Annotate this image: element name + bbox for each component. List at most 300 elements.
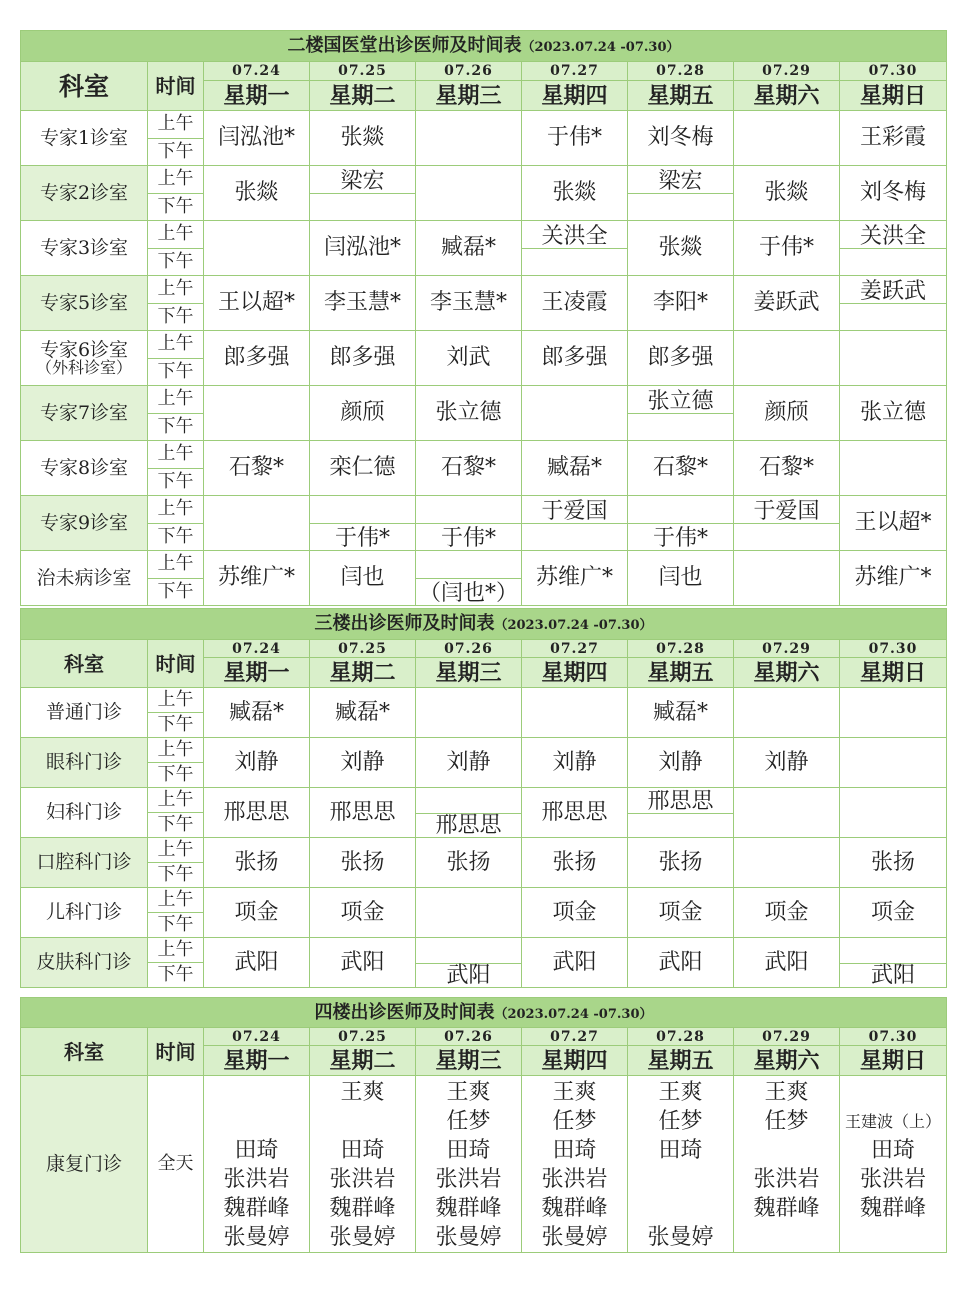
doctor-name-am: 于爱国: [522, 496, 627, 524]
doctor-name: 刘静: [446, 749, 491, 775]
doctor-cell: [840, 888, 947, 938]
doctor-cell: [310, 1076, 416, 1253]
doctor-cell: [840, 221, 947, 276]
department-cell: [21, 838, 148, 888]
doctor-cell: [416, 331, 522, 386]
doctor-cell: [416, 551, 522, 606]
doctor-cell: [734, 331, 840, 386]
doctor-name: 臧磊*: [546, 455, 602, 480]
doctor-cell: [734, 166, 840, 221]
am-label: 上午: [148, 551, 204, 579]
department-cell: [21, 166, 148, 221]
am-label: 上午: [148, 888, 204, 913]
pm-label: 下午: [148, 713, 204, 738]
date-header: 07.28: [628, 62, 734, 81]
doctor-name-pm: 于伟*: [440, 526, 496, 551]
department-name: 妇科门诊: [45, 801, 122, 823]
pm-label: 下午: [148, 763, 204, 788]
doctor-cell: [310, 551, 416, 606]
doctor-name: 刘静: [552, 749, 597, 775]
doctor-cell: [734, 276, 840, 331]
doctor-name-pm: 于伟*: [334, 526, 390, 551]
am-label: 上午: [148, 938, 204, 963]
department-cell: [21, 888, 148, 938]
doctor-name-pm: [628, 813, 733, 838]
weekday-header: 星期三: [416, 81, 522, 111]
am-label: 上午: [148, 276, 204, 304]
date-header: 07.24: [204, 62, 310, 81]
doctor-cell: [204, 386, 310, 441]
doctor-cell: [310, 788, 416, 838]
doctor-name-pm: [628, 413, 733, 440]
doctor-name: 石黎*: [440, 455, 496, 480]
doctor-cell: [734, 688, 840, 738]
doctor-name-am: [310, 496, 415, 524]
doctor-cell: [628, 331, 734, 386]
doctor-cell: [204, 738, 310, 788]
doctor-cell: [734, 441, 840, 496]
department-name: 普通门诊: [45, 701, 122, 723]
doctor-name: 武阳: [552, 949, 597, 975]
doctor-cell: [310, 938, 416, 988]
doctor-name: 苏维广*: [854, 565, 932, 590]
doctor-name: 姜跃武: [753, 290, 820, 315]
doctor-cell: [734, 788, 840, 838]
doctor-cell: [840, 276, 947, 331]
doctor-cell: [628, 938, 734, 988]
department-name: 专家5诊室: [39, 291, 129, 314]
doctor-cell: [734, 221, 840, 276]
department-name: 专家1诊室: [39, 126, 129, 149]
doctor-cell: [628, 441, 734, 496]
department-cell: [21, 938, 148, 988]
doctor-name: 臧磊*: [334, 699, 390, 725]
doctor-name: 武阳: [764, 949, 809, 975]
doctor-cell: [840, 688, 947, 738]
weekday-header: 星期一: [204, 81, 310, 111]
doctor-name: 李玉慧*: [323, 290, 401, 315]
doctor-name: 王爽: [658, 1080, 703, 1105]
doctor-cell: [416, 276, 522, 331]
doctor-name: 王以超*: [854, 510, 932, 535]
date-header: 07.27: [522, 1028, 628, 1046]
department-name: 治未病诊室: [36, 566, 132, 589]
doctor-cell: [310, 331, 416, 386]
department-name: 专家9诊室: [39, 511, 129, 534]
doctor-name-pm: [840, 248, 946, 275]
doctor-cell: [522, 276, 628, 331]
doctor-name: 张燚: [764, 180, 809, 205]
doctor-name: [628, 1165, 733, 1194]
doctor-cell: [628, 111, 734, 166]
doctor-name: 张扬: [234, 849, 279, 875]
doctor-name-am: [840, 938, 946, 964]
doctor-cell: [628, 386, 734, 441]
date-header: 07.27: [522, 62, 628, 81]
doctor-name: 王爽: [446, 1080, 491, 1105]
doctor-name: 李阳*: [652, 290, 708, 315]
doctor-name-am: 姜跃武: [840, 276, 946, 304]
pm-label: 下午: [148, 523, 204, 551]
department-name: 眼科门诊: [45, 751, 122, 773]
doctor-cell: [204, 496, 310, 551]
weekday-header: 星期日: [840, 1046, 947, 1076]
weekday-header: 星期六: [734, 1046, 840, 1076]
doctor-name: [734, 1136, 839, 1165]
doctor-name: 任梦: [446, 1109, 491, 1134]
weekday-header: 星期二: [310, 81, 416, 111]
doctor-name: 魏群峰: [223, 1196, 290, 1221]
doctor-name: 王以超*: [217, 290, 295, 315]
doctor-cell: [734, 888, 840, 938]
doctor-cell: [840, 1076, 947, 1253]
date-header: 07.29: [734, 1028, 840, 1046]
doctor-cell: [628, 688, 734, 738]
doctor-name: 栾仁德: [329, 455, 396, 480]
pm-label: 下午: [148, 863, 204, 888]
doctor-cell: [204, 838, 310, 888]
doctor-name: 张曼婷: [435, 1225, 502, 1250]
doctor-cell: [734, 938, 840, 988]
floor4-schedule: [20, 997, 946, 1253]
doctor-cell: [522, 386, 628, 441]
doctor-cell: [522, 441, 628, 496]
table-title: [21, 31, 947, 62]
doctor-cell: [628, 1076, 734, 1253]
doctor-name: 田琦: [340, 1138, 385, 1163]
date-header: 07.27: [522, 640, 628, 658]
department-cell: [21, 688, 148, 738]
doctor-name: 刘冬梅: [647, 125, 714, 150]
doctor-cell: [522, 111, 628, 166]
weekday-header: 星期五: [628, 81, 734, 111]
doctor-cell: [204, 221, 310, 276]
department-cell: [21, 221, 148, 276]
date-header: 07.25: [310, 1028, 416, 1046]
doctor-name: 任梦: [552, 1109, 597, 1134]
date-range: （2023.07.24 -07.30）: [521, 40, 680, 55]
department-name: 康复门诊: [21, 1076, 148, 1253]
doctor-name-pm: （闫也*）: [418, 581, 518, 606]
doctor-name: [310, 1107, 415, 1136]
doctor-cell: [416, 166, 522, 221]
doctor-name: 武阳: [340, 949, 385, 975]
doctor-name: 任梦: [764, 1109, 809, 1134]
doctor-cell: [204, 1076, 310, 1253]
doctor-name: 闫也: [658, 565, 703, 590]
pm-label: 下午: [148, 138, 204, 166]
department-name: 专家2诊室: [39, 181, 129, 204]
doctor-cell: [522, 496, 628, 551]
department-cell: [21, 386, 148, 441]
doctor-name: 张立德: [859, 400, 926, 425]
doctor-name: 苏维广*: [217, 565, 295, 590]
doctor-name: 邢思思: [329, 799, 396, 825]
weekday-header: 星期一: [204, 658, 310, 688]
doctor-cell: [628, 888, 734, 938]
doctor-name: 闫也: [340, 565, 385, 590]
doctor-cell: [628, 166, 734, 221]
doctor-name: 魏群峰: [329, 1196, 396, 1221]
doctor-name: 于伟*: [758, 235, 814, 260]
doctor-cell: [416, 441, 522, 496]
doctor-cell: [522, 331, 628, 386]
doctor-name: 魏群峰: [859, 1196, 926, 1221]
date-header: 07.30: [840, 640, 947, 658]
department-cell: [21, 551, 148, 606]
doctor-name: 魏群峰: [541, 1196, 608, 1221]
doctor-name: 张燚: [658, 235, 703, 260]
floor2-schedule: [20, 30, 946, 606]
full-day-label: 全天: [148, 1076, 204, 1253]
doctor-name: 张立德: [435, 400, 502, 425]
doctor-name: [734, 1223, 839, 1252]
department-cell: [21, 276, 148, 331]
column-header-dept: 科室: [21, 1028, 148, 1076]
doctor-cell: [840, 111, 947, 166]
doctor-name: 项金: [552, 899, 597, 925]
am-label: 上午: [148, 221, 204, 249]
doctor-cell: [204, 441, 310, 496]
doctor-cell: [416, 1076, 522, 1253]
doctor-cell: [310, 738, 416, 788]
doctor-name: 王爽: [552, 1080, 597, 1105]
doctor-cell: [310, 386, 416, 441]
department-name: 皮肤科门诊: [36, 951, 132, 973]
department-name: 专家6诊室: [39, 338, 129, 361]
doctor-name: 刘冬梅: [859, 180, 926, 205]
doctor-cell: [310, 111, 416, 166]
doctor-cell: [204, 551, 310, 606]
am-label: 上午: [148, 496, 204, 524]
weekday-header: 星期二: [310, 1046, 416, 1076]
pm-label: 下午: [148, 963, 204, 988]
weekday-header: 星期三: [416, 658, 522, 688]
am-label: 上午: [148, 331, 204, 359]
doctor-cell: [840, 441, 947, 496]
doctor-cell: [522, 838, 628, 888]
doctor-cell: [310, 838, 416, 888]
doctor-cell: [734, 1076, 840, 1253]
doctor-cell: [734, 386, 840, 441]
doctor-name-am: 关洪全: [840, 221, 946, 249]
title-text: 四楼出诊医师及时间表: [314, 1001, 495, 1023]
doctor-cell: [204, 111, 310, 166]
table-title: [21, 609, 947, 640]
doctor-cell: [310, 496, 416, 551]
doctor-name: 武阳: [658, 949, 703, 975]
doctor-name: 田琦: [658, 1138, 703, 1163]
doctor-cell: [522, 688, 628, 738]
doctor-name: 张洪岩: [541, 1167, 608, 1192]
department-name: 儿科门诊: [45, 901, 122, 923]
doctor-name: [840, 1223, 946, 1252]
doctor-cell: [628, 276, 734, 331]
doctor-name-pm: [310, 193, 415, 220]
doctor-name-pm: [840, 303, 946, 330]
weekday-header: 星期一: [204, 1046, 310, 1076]
doctor-name: 张扬: [446, 849, 491, 875]
doctor-name-am: [416, 788, 521, 814]
am-label: 上午: [148, 738, 204, 763]
am-label: 上午: [148, 386, 204, 414]
doctor-name: 项金: [658, 899, 703, 925]
doctor-name: 张扬: [658, 849, 703, 875]
doctor-name: 张曼婷: [541, 1225, 608, 1250]
doctor-cell: [840, 496, 947, 551]
date-header: 07.29: [734, 640, 840, 658]
doctor-cell: [734, 111, 840, 166]
column-header-time: 时间: [148, 640, 204, 688]
doctor-cell: [628, 738, 734, 788]
doctor-cell: [522, 938, 628, 988]
doctor-name: 张洪岩: [859, 1167, 926, 1192]
am-label: 上午: [148, 166, 204, 194]
department-cell: [21, 111, 148, 166]
doctor-name: 臧磊*: [652, 699, 708, 725]
column-header-time: 时间: [148, 62, 204, 111]
weekday-header: 星期六: [734, 81, 840, 111]
pm-label: 下午: [148, 248, 204, 276]
doctor-name: 郎多强: [223, 345, 290, 370]
doctor-name-am: 梁宏: [310, 166, 415, 194]
doctor-name: 臧磊*: [440, 235, 496, 260]
weekday-header: 星期日: [840, 81, 947, 111]
doctor-name: 石黎*: [652, 455, 708, 480]
doctor-name: 王爽: [764, 1080, 809, 1105]
doctor-name: 张扬: [552, 849, 597, 875]
doctor-cell: [204, 276, 310, 331]
doctor-cell: [416, 838, 522, 888]
doctor-cell: [522, 1076, 628, 1253]
doctor-cell: [840, 788, 947, 838]
doctor-cell: [204, 938, 310, 988]
doctor-cell: [522, 166, 628, 221]
doctor-name: 田琦: [234, 1138, 279, 1163]
doctor-cell: [628, 496, 734, 551]
doctor-name-pm: [628, 193, 733, 220]
doctor-name: 张燚: [552, 180, 597, 205]
doctor-name-am: [416, 551, 521, 579]
pm-label: 下午: [148, 193, 204, 221]
doctor-cell: [416, 221, 522, 276]
doctor-name: 田琦: [552, 1138, 597, 1163]
title-text: 三楼出诊医师及时间表: [314, 613, 495, 634]
doctor-name-am: 邢思思: [628, 788, 733, 814]
doctor-cell: [416, 111, 522, 166]
doctor-cell: [204, 166, 310, 221]
doctor-name: 王凌霞: [541, 290, 608, 315]
doctor-name-pm: 邢思思: [435, 813, 502, 838]
department-name: 专家8诊室: [39, 456, 129, 479]
am-label: 上午: [148, 838, 204, 863]
doctor-name-am: 于爱国: [734, 496, 839, 524]
doctor-cell: [840, 166, 947, 221]
weekday-header: 星期三: [416, 1046, 522, 1076]
doctor-cell: [840, 386, 947, 441]
department-cell: [21, 441, 148, 496]
pm-label: 下午: [148, 578, 204, 606]
pm-label: 下午: [148, 813, 204, 838]
doctor-name: 张洪岩: [329, 1167, 396, 1192]
doctor-cell: [416, 888, 522, 938]
doctor-cell: [840, 331, 947, 386]
doctor-name: 魏群峰: [753, 1196, 820, 1221]
doctor-name: 项金: [340, 899, 385, 925]
doctor-cell: [310, 276, 416, 331]
doctor-cell: [734, 738, 840, 788]
pm-label: 下午: [148, 468, 204, 496]
doctor-name: 张曼婷: [329, 1225, 396, 1250]
date-header: 07.28: [628, 1028, 734, 1046]
doctor-name-pm: [734, 523, 839, 550]
doctor-cell: [310, 888, 416, 938]
doctor-name: 郎多强: [329, 345, 396, 370]
doctor-name: 项金: [870, 899, 915, 925]
doctor-name: [204, 1107, 309, 1136]
doctor-name: 邢思思: [223, 799, 290, 825]
am-label: 上午: [148, 688, 204, 713]
pm-label: 下午: [148, 303, 204, 331]
doctor-name-am: [416, 938, 521, 964]
doctor-cell: [522, 551, 628, 606]
column-header-dept: 科室: [21, 62, 148, 111]
department-name: 专家7诊室: [39, 401, 129, 424]
weekday-header: 星期四: [522, 658, 628, 688]
doctor-cell: [628, 838, 734, 888]
weekday-header: 星期五: [628, 1046, 734, 1076]
doctor-name-pm: 于伟*: [652, 526, 708, 551]
doctor-name: 石黎*: [228, 455, 284, 480]
doctor-name: 邢思思: [541, 799, 608, 825]
doctor-cell: [416, 738, 522, 788]
am-label: 上午: [148, 441, 204, 469]
doctor-name: 刘静: [658, 749, 703, 775]
doctor-name: 王彩霞: [859, 125, 926, 150]
doctor-cell: [310, 441, 416, 496]
floor3-schedule: [20, 608, 946, 988]
pm-label: 下午: [148, 413, 204, 441]
weekday-header: 星期四: [522, 81, 628, 111]
doctor-cell: [204, 888, 310, 938]
doctor-cell: [416, 788, 522, 838]
doctor-name-pm: 武阳: [446, 963, 491, 988]
doctor-cell: [522, 738, 628, 788]
doctor-name: 项金: [764, 899, 809, 925]
doctor-name: [840, 1078, 946, 1107]
date-header: 07.26: [416, 640, 522, 658]
date-header: 07.28: [628, 640, 734, 658]
doctor-cell: [628, 788, 734, 838]
doctor-name: 颜颀: [764, 400, 809, 425]
department-name: 专家3诊室: [39, 236, 129, 259]
doctor-name: 魏群峰: [435, 1196, 502, 1221]
doctor-cell: [416, 688, 522, 738]
weekday-header: 星期五: [628, 658, 734, 688]
doctor-name: 王建波（上）: [844, 1112, 941, 1131]
doctor-name: 臧磊*: [228, 699, 284, 725]
doctor-name-pm: 武阳: [870, 963, 915, 988]
doctor-cell: [522, 221, 628, 276]
doctor-cell: [734, 496, 840, 551]
date-header: 07.25: [310, 640, 416, 658]
doctor-name: 张扬: [870, 849, 915, 875]
doctor-name: 于伟*: [546, 125, 602, 150]
column-header-dept: 科室: [21, 640, 148, 688]
doctor-cell: [628, 551, 734, 606]
doctor-cell: [204, 688, 310, 738]
weekday-header: 星期日: [840, 658, 947, 688]
